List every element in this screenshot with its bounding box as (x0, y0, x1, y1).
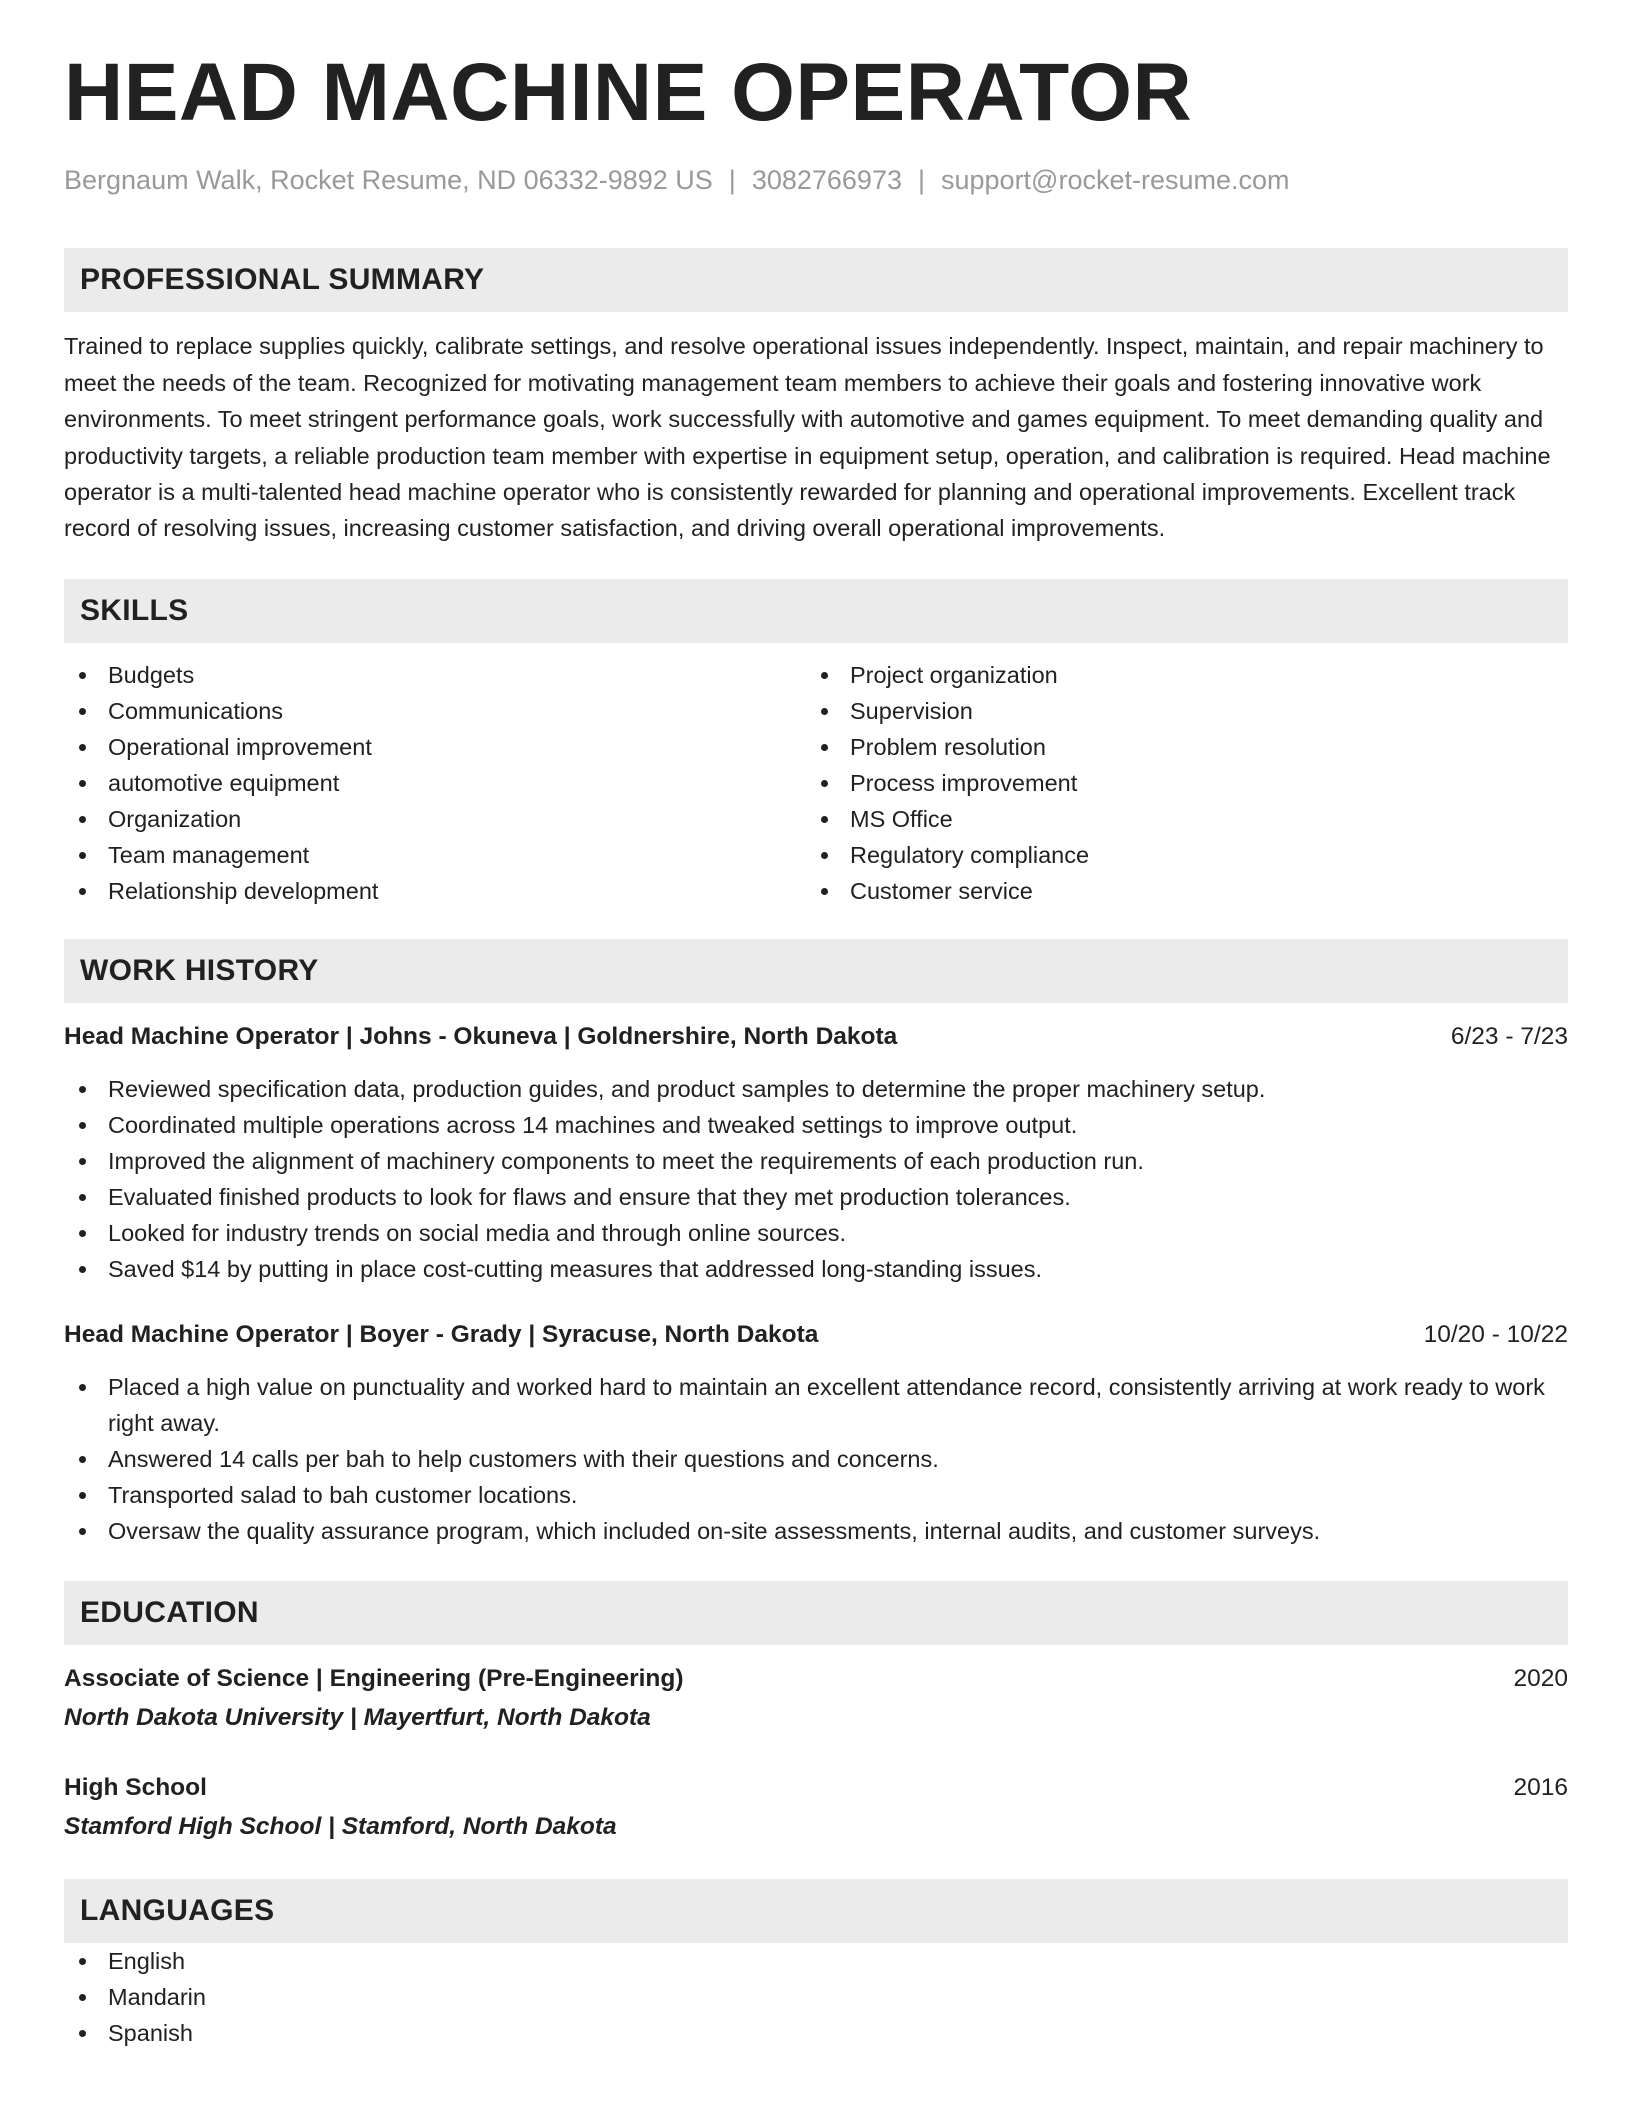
languages-list (64, 1943, 1568, 2051)
skill-item: Process improvement (806, 765, 1548, 801)
job-bullet: Coordinated multiple operations across 14 machines and tweaked settings to improve output. (64, 1107, 1568, 1143)
skills-column-right (806, 657, 1548, 909)
skill-item: Problem resolution (806, 729, 1548, 765)
summary-text: Trained to replace supplies quickly, calibrate settings, and resolve operational issues independently. Inspect, maintain, and repair machinery to meet the needs of the team. Recognized for motivating management team members to achieve their goals and fostering innovative work environments. To meet stringent performance goals, work successfully with automotive and games equipment. To meet demanding quality and productivity targets, a reliable production team member with expertise in equipment setup, operation, and calibration is required. Head machine operator is a multi-talented head machine operator who is consistently rewarded for planning and operational improvements. Excellent track record of resolving issues, increasing customer satisfaction, and driving overall operational improvements. (64, 333, 1551, 542)
education-degree: Associate of Science | Engineering (Pre-Engineering) (64, 1664, 684, 1692)
skill-item: Communications (64, 693, 806, 729)
contact-address: Bergnaum Walk, Rocket Resume, ND 06332-9892 US (64, 165, 713, 195)
skill-item: Project organization (806, 657, 1548, 693)
language-item: Mandarin (64, 1979, 1568, 2015)
skill-item: Supervision (806, 693, 1548, 729)
education-degree: High School (64, 1773, 207, 1801)
contact-separator: | (917, 165, 925, 195)
job-bullet: Oversaw the quality assurance program, which included on-site assessments, internal audits, and customer surveys. (64, 1513, 1568, 1549)
education-year: 2020 (1513, 1664, 1568, 1692)
skill-item: Customer service (806, 873, 1548, 909)
job-date: 6/23 - 7/23 (1450, 1022, 1568, 1050)
job-date: 10/20 - 10/22 (1423, 1320, 1568, 1348)
job-title: Head Machine Operator | Boyer - Grady | Syracuse, North Dakota (64, 1320, 819, 1348)
contact-phone: 3082766973 (751, 165, 902, 195)
skill-item: Operational improvement (64, 729, 806, 765)
job-entry (64, 1019, 1568, 1287)
job-header (64, 1317, 1568, 1353)
summary-heading: PROFESSIONAL SUMMARY (64, 248, 1568, 312)
skills-heading: SKILLS (64, 579, 1568, 643)
skill-item: Regulatory compliance (806, 837, 1548, 873)
education-entry (64, 1770, 1568, 1845)
education-entry (64, 1661, 1568, 1736)
education-heading: EDUCATION (64, 1581, 1568, 1645)
skills-columns (64, 657, 1568, 909)
education-header (64, 1770, 1568, 1806)
job-bullet: Reviewed specification data, production guides, and product samples to determine the proper machinery setup. (64, 1071, 1568, 1107)
language-item: Spanish (64, 2015, 1568, 2051)
job-bullet: Looked for industry trends on social media and through online sources. (64, 1215, 1568, 1251)
job-bullet: Placed a high value on punctuality and worked hard to maintain an excellent attendance record, consistently arriving at work ready to work right away. (64, 1369, 1568, 1441)
education-header (64, 1661, 1568, 1697)
job-bullet: Answered 14 calls per bah to help customers with their questions and concerns. (64, 1441, 1568, 1477)
skills-list-right (806, 657, 1548, 909)
skill-item: Relationship development (64, 873, 806, 909)
skill-item: Organization (64, 801, 806, 837)
job-entry (64, 1317, 1568, 1549)
job-bullets (64, 1071, 1568, 1287)
resume-title: HEAD MACHINE OPERATOR (64, 47, 1193, 138)
skills-list-left (64, 657, 806, 909)
job-bullet: Transported salad to bah customer locations. (64, 1477, 1568, 1513)
job-bullet: Evaluated finished products to look for flaws and ensure that they met production tolerances. (64, 1179, 1568, 1215)
work-history-heading: WORK HISTORY (64, 939, 1568, 1003)
language-item: English (64, 1943, 1568, 1979)
job-bullet: Improved the alignment of machinery components to meet the requirements of each production run. (64, 1143, 1568, 1179)
skill-item: Budgets (64, 657, 806, 693)
education-school: Stamford High School | Stamford, North Dakota (64, 1812, 617, 1840)
skill-item: automotive equipment (64, 765, 806, 801)
contact-email: support@rocket-resume.com (941, 165, 1290, 195)
skill-item: MS Office (806, 801, 1548, 837)
languages-heading: LANGUAGES (64, 1879, 1568, 1943)
contact-separator: | (728, 165, 736, 195)
job-header (64, 1019, 1568, 1055)
job-bullet: Saved $14 by putting in place cost-cutting measures that addressed long-standing issues. (64, 1251, 1568, 1287)
education-school: North Dakota University | Mayertfurt, North Dakota (64, 1703, 651, 1731)
job-bullets (64, 1369, 1568, 1549)
education-year: 2016 (1513, 1773, 1568, 1801)
contact-line (64, 164, 1568, 196)
job-title: Head Machine Operator | Johns - Okuneva | Goldnershire, North Dakota (64, 1022, 898, 1050)
skills-column-left (64, 657, 806, 909)
skill-item: Team management (64, 837, 806, 873)
